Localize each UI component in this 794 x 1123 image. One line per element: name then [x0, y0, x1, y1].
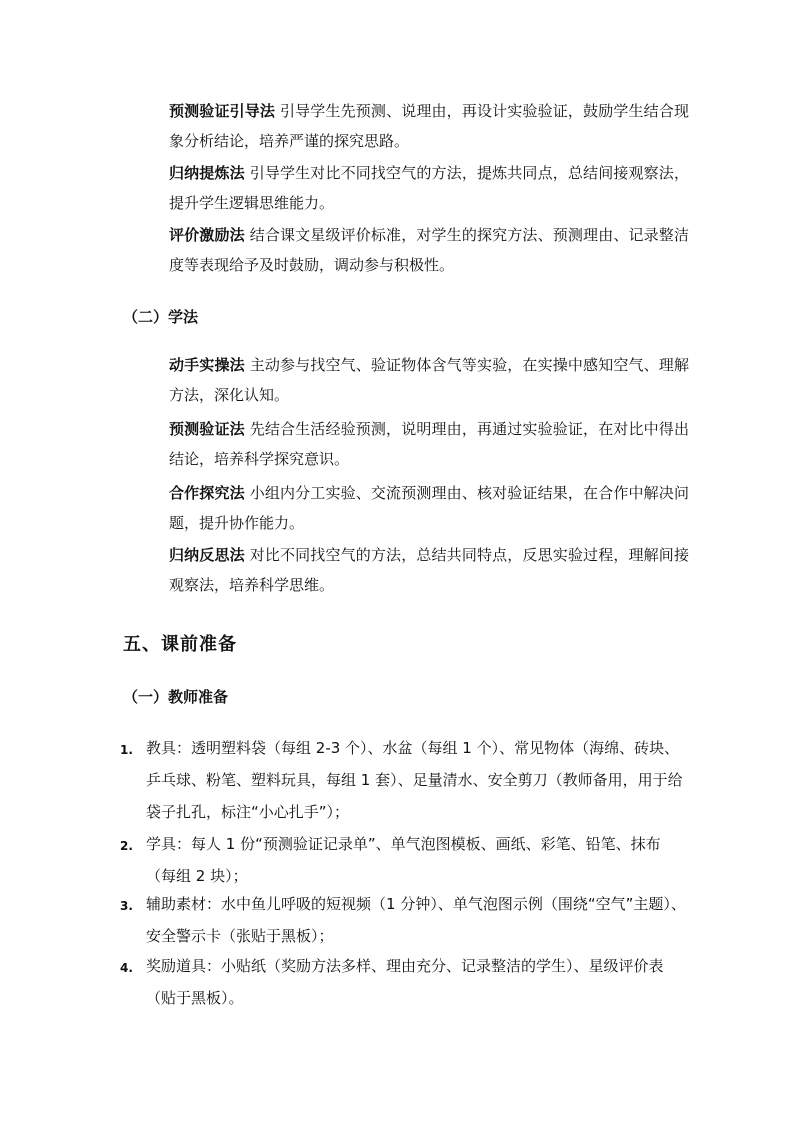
method-title: 归纳提炼法	[169, 164, 245, 182]
list-number: 1.	[120, 743, 133, 757]
teacher-prep-heading: （一）教师准备	[123, 688, 229, 706]
list-number: 4.	[120, 961, 133, 975]
method-paragraph	[169, 96, 689, 156]
learning-method-paragraph	[169, 414, 689, 474]
section-heading: 五、课前准备	[123, 634, 237, 655]
list-item-text: 学具：每人 1 份“预测验证记录单”、单气泡图模板、画纸、彩笔、铅笔、抹布（每组 2 块）；	[146, 835, 661, 885]
learning-method-title: 归纳反思法	[169, 546, 245, 564]
method-title: 预测验证引导法	[169, 102, 276, 120]
learning-method-paragraph	[169, 478, 689, 538]
method-body: 引导学生先预测、说理由，再设计实验验证，鼓励学生结合现象分析结论，培养严谨的探究思路。	[169, 102, 689, 150]
method-body: 结合课文星级评价标准，对学生的探究方法、预测理由、记录整洁度等表现给予及时鼓励，调动参与积极性。	[169, 226, 689, 274]
learning-method-title: 合作探究法	[169, 484, 245, 502]
list-item-text: 教具：透明塑料袋（每组 2-3 个）、水盆（每组 1 个）、常见物体（海绵、砖块、乒乓球、粉笔、塑料玩具，每组 1 套）、足量清水、安全剪刀（教师备用，用于给袋子扎孔，标注“小心扎手”）；	[146, 739, 683, 821]
learning-method-title: 动手实操法	[169, 356, 245, 374]
learning-method-paragraph	[169, 540, 689, 600]
method-title: 评价激励法	[169, 226, 245, 244]
learning-method-paragraph	[169, 350, 689, 410]
learning-method-body: 先结合生活经验预测，说明理由，再通过实验验证，在对比中得出结论，培养科学探究意识。	[169, 420, 689, 468]
list-item-text: 奖励道具：小贴纸（奖励方法多样、理由充分、记录整洁的学生）、星级评价表（贴于黑板）。	[146, 957, 664, 1007]
method-paragraph	[169, 220, 689, 280]
learning-method-body: 主动参与找空气、验证物体含气等实验，在实操中感知空气、理解方法，深化认知。	[169, 356, 689, 404]
list-number: 3.	[120, 899, 133, 913]
list-number: 2.	[120, 839, 133, 853]
list-item-text: 辅助素材：水中鱼儿呼吸的短视频（1 分钟）、单气泡图示例（围绕“空气”主题）、安全警示卡（张贴于黑板）；	[146, 895, 686, 945]
learning-methods-heading: （二）学法	[123, 308, 199, 326]
method-paragraph	[169, 158, 689, 218]
learning-method-body: 小组内分工实验、交流预测理由、核对验证结果，在合作中解决问题，提升协作能力。	[169, 484, 689, 532]
method-body: 引导学生对比不同找空气的方法，提炼共同点，总结间接观察法，提升学生逻辑思维能力。	[169, 164, 689, 212]
learning-method-body: 对比不同找空气的方法，总结共同特点，反思实验过程，理解间接观察法，培养科学思维。	[169, 546, 689, 594]
learning-method-title: 预测验证法	[169, 420, 245, 438]
